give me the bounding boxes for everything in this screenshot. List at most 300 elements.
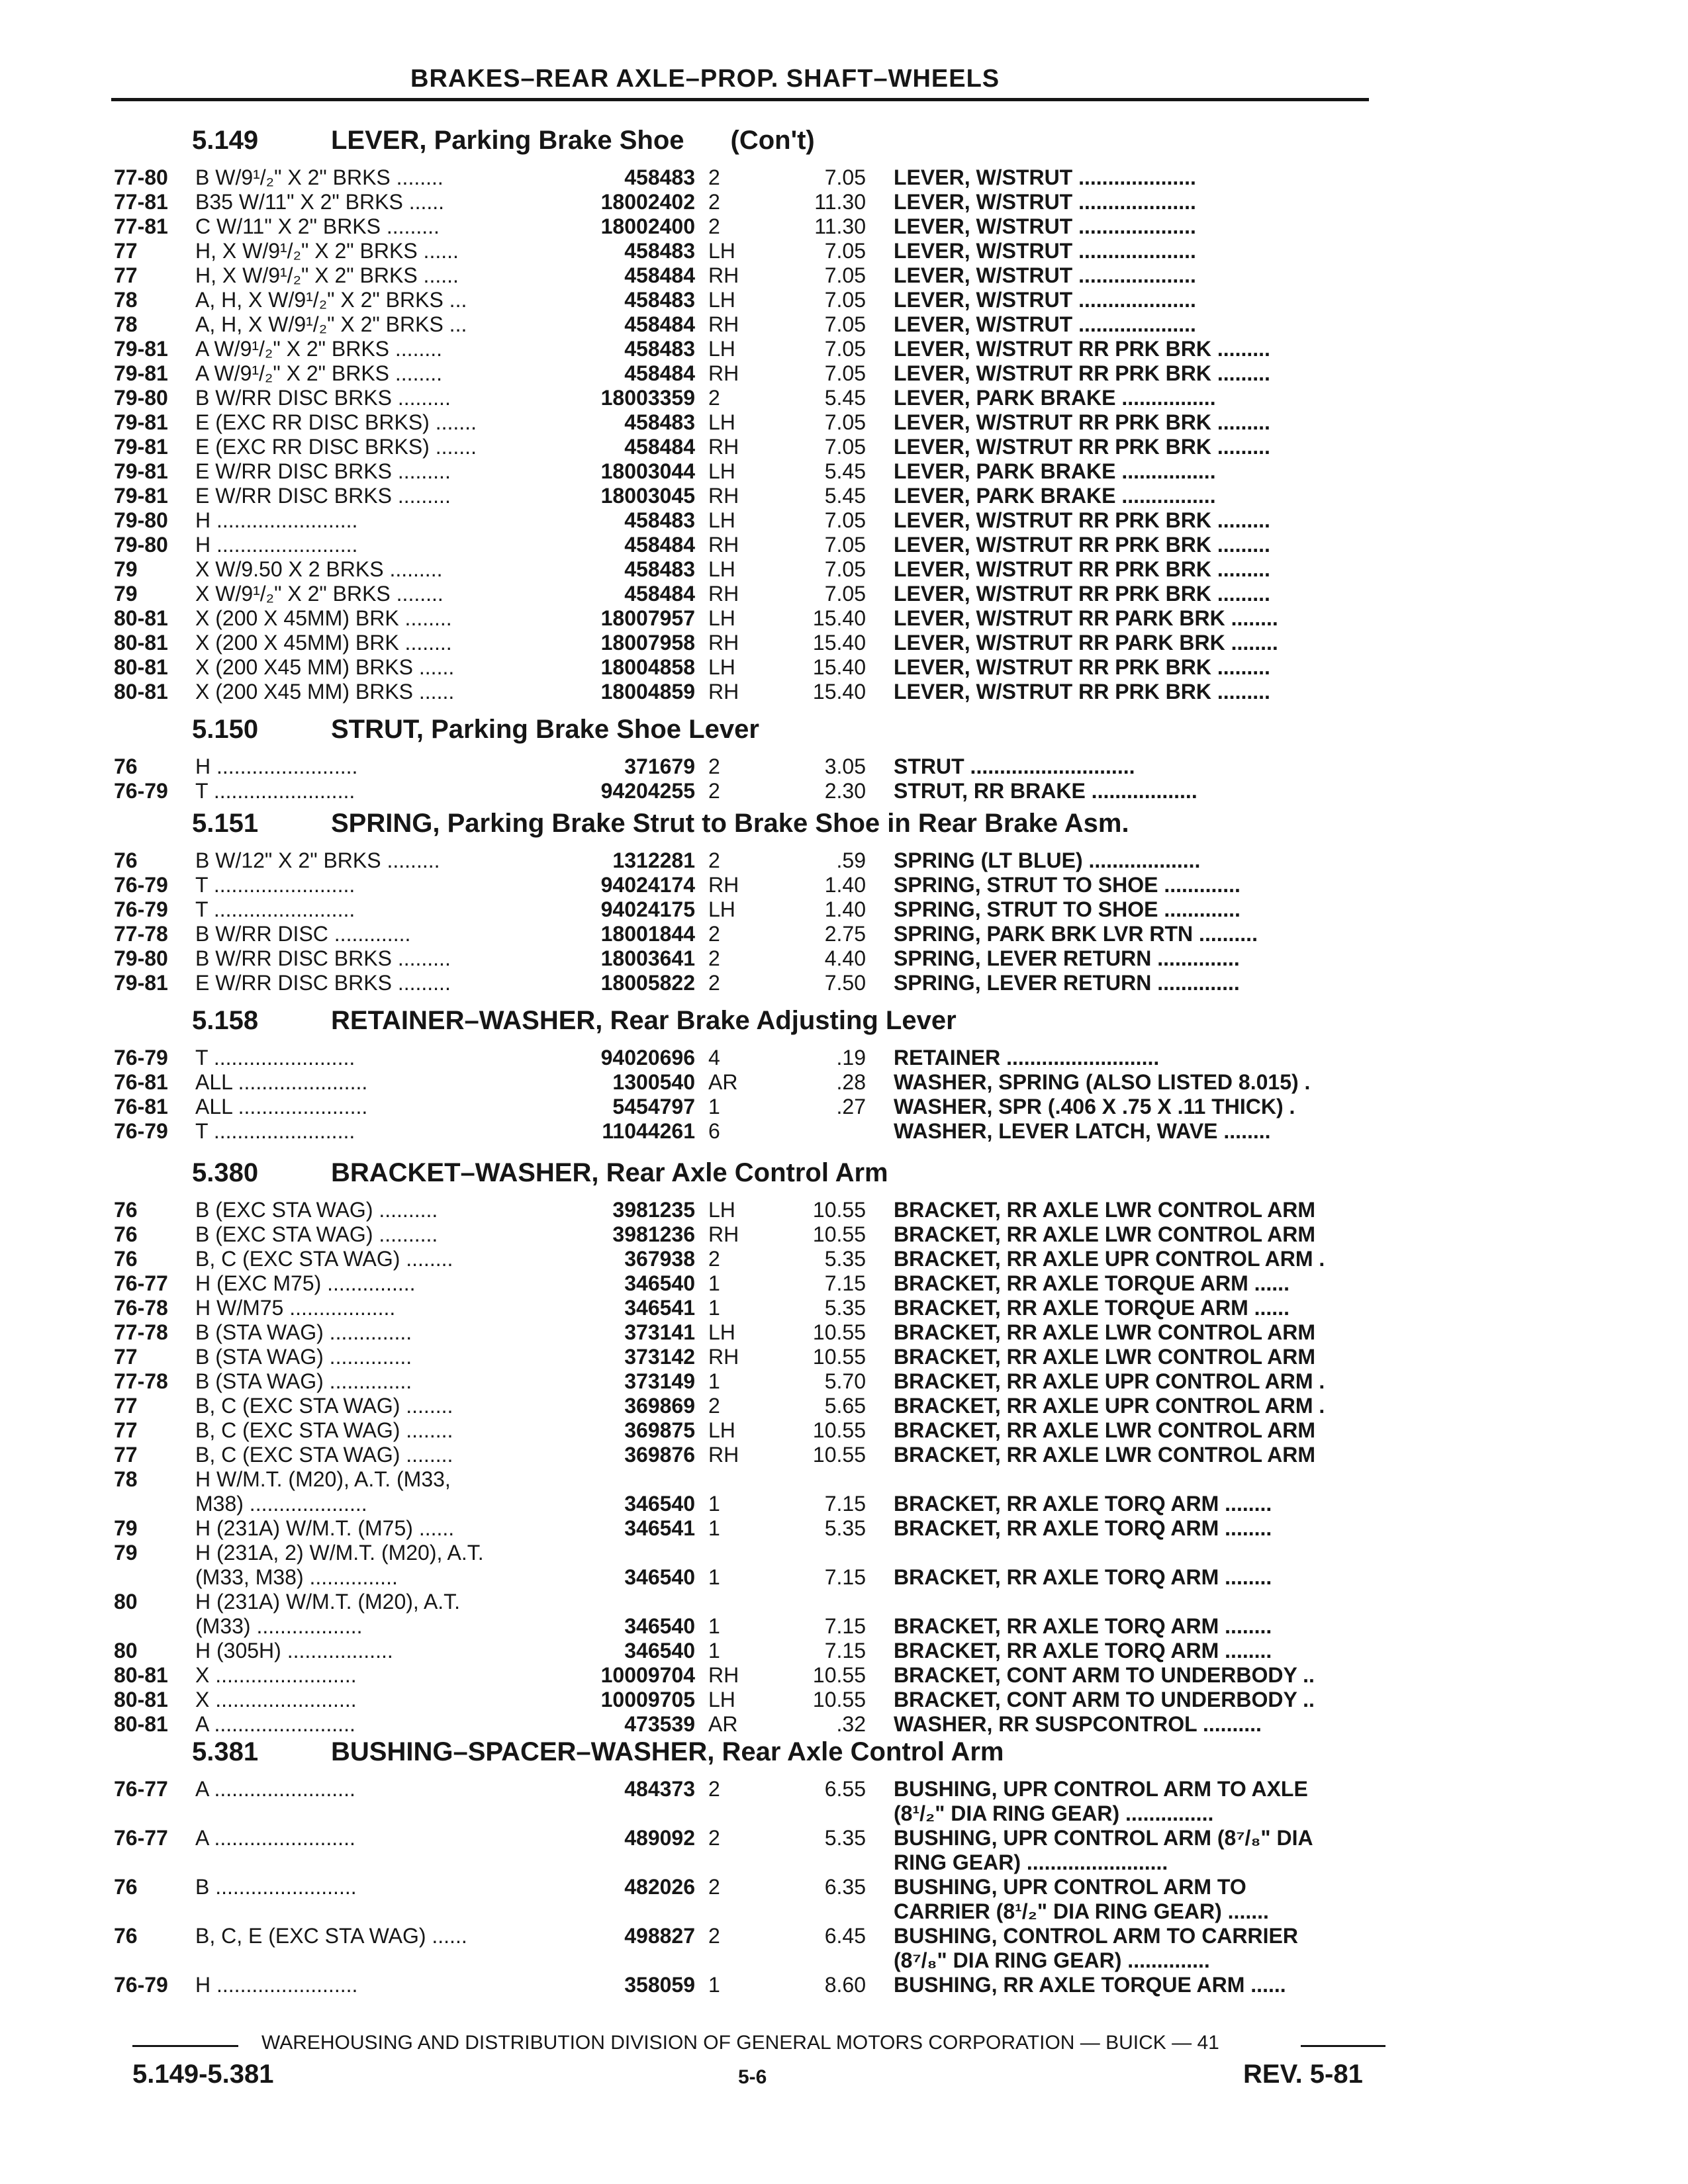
description: LEVER, PARK BRAKE ................ [894, 484, 1216, 508]
part-number: 458483 [624, 165, 695, 189]
table-row [0, 1516, 1688, 1541]
price: 7.05 [824, 165, 866, 189]
description: LEVER, W/STRUT RR PRK BRK ......... [894, 533, 1270, 557]
quantity: 2 [708, 386, 720, 410]
part-number: 346540 [624, 1271, 695, 1295]
year-range: 78 [114, 312, 138, 336]
table-row [0, 1688, 1688, 1712]
year-range: 76-79 [114, 779, 168, 803]
application: X (200 X45 MM) BRKS ...... [195, 655, 455, 679]
description: BRACKET, RR AXLE TORQ ARM ........ [894, 1565, 1272, 1589]
part-number: 373141 [624, 1320, 695, 1344]
description: WASHER, RR SUSPCONTROL .......... [894, 1712, 1262, 1736]
price: 15.40 [812, 631, 866, 655]
application: X ........................ [195, 1663, 357, 1687]
quantity: 1 [708, 1296, 720, 1320]
table-row [0, 631, 1688, 655]
application: A W/9¹/₂" X 2" BRKS ........ [195, 337, 443, 361]
price: 1.40 [824, 897, 866, 921]
application: H W/M75 .................. [195, 1296, 396, 1320]
price: 15.40 [812, 680, 866, 704]
part-number: 346540 [624, 1565, 695, 1589]
description: LEVER, W/STRUT .................... [894, 190, 1196, 214]
part-number: 18005822 [600, 971, 695, 995]
price: 5.45 [824, 386, 866, 410]
price: 10.55 [812, 1320, 866, 1344]
quantity: 2 [708, 848, 720, 872]
part-number: 458484 [624, 263, 695, 287]
part-number: 458483 [624, 337, 695, 361]
description: LEVER, W/STRUT RR PARK BRK ........ [894, 631, 1278, 655]
price: 7.05 [824, 361, 866, 385]
year-range: 80-81 [114, 631, 168, 655]
table-row [0, 1443, 1688, 1467]
quantity: RH [708, 361, 739, 385]
application: B, C (EXC STA WAG) ........ [195, 1418, 453, 1442]
table-row [0, 655, 1688, 680]
table-row [0, 1565, 1688, 1590]
quantity: RH [708, 582, 739, 606]
application: H (231A) W/M.T. (M20), A.T. [195, 1590, 461, 1614]
quantity: RH [708, 1663, 739, 1687]
quantity: 1 [708, 1369, 720, 1393]
part-number: 373142 [624, 1345, 695, 1369]
application: B, C (EXC STA WAG) ........ [195, 1394, 453, 1418]
price: 7.05 [824, 263, 866, 287]
year-range: 76-79 [114, 873, 168, 897]
description: LEVER, W/STRUT .................... [894, 165, 1196, 189]
price: 7.05 [824, 239, 866, 263]
part-number: 11044261 [602, 1119, 695, 1143]
section-title: BUSHING–SPACER–WASHER, Rear Axle Control Arm [331, 1737, 1004, 1766]
description: SPRING, STRUT TO SHOE ............. [894, 897, 1241, 921]
year-range: 78 [114, 1467, 138, 1491]
table-row [0, 848, 1688, 873]
year-range: 76 [114, 1875, 138, 1899]
table-row [0, 435, 1688, 459]
description: LEVER, PARK BRAKE ................ [894, 386, 1216, 410]
quantity: 2 [708, 1826, 720, 1850]
description: LEVER, W/STRUT RR PRK BRK ......... [894, 582, 1270, 606]
quantity: 1 [708, 1271, 720, 1295]
application: B W/12" X 2" BRKS ......... [195, 848, 440, 872]
description: BRACKET, RR AXLE TORQ ARM ........ [894, 1639, 1272, 1662]
price: 7.05 [824, 508, 866, 532]
price: .27 [836, 1095, 866, 1118]
table-row [0, 533, 1688, 557]
table-row [0, 1777, 1688, 1801]
application: (M33, M38) ............... [195, 1565, 398, 1589]
application: H (305H) .................. [195, 1639, 393, 1662]
part-number: 346540 [624, 1492, 695, 1516]
table-row [0, 754, 1688, 779]
table-row [0, 779, 1688, 803]
year-range: 76 [114, 754, 138, 778]
part-number: 498827 [624, 1924, 695, 1948]
quantity: LH [708, 1418, 735, 1442]
description: WASHER, LEVER LATCH, WAVE ........ [894, 1119, 1271, 1143]
table-row [0, 1924, 1688, 1948]
table-row [0, 582, 1688, 606]
description: BRACKET, RR AXLE TORQUE ARM ...... [894, 1296, 1289, 1320]
part-number: 18007958 [600, 631, 695, 655]
year-range: 79-81 [114, 410, 168, 434]
section-continued: (Con't) [730, 126, 815, 155]
footer-revision: REV. 5-81 [1243, 2060, 1363, 2089]
part-number: 18003044 [600, 459, 695, 483]
application: H ........................ [195, 754, 358, 778]
part-number: 482026 [624, 1875, 695, 1899]
section-title: RETAINER–WASHER, Rear Brake Adjusting Lever [331, 1006, 957, 1035]
price: 10.55 [812, 1198, 866, 1222]
quantity: 1 [708, 1516, 720, 1540]
description: (8⁷/₈" DIA RING GEAR) .............. [894, 1948, 1210, 1972]
price: .19 [836, 1046, 866, 1069]
price: 2.30 [824, 779, 866, 803]
price: 10.55 [812, 1663, 866, 1687]
description: BRACKET, RR AXLE LWR CONTROL ARM [894, 1320, 1316, 1344]
part-number: 18007957 [600, 606, 695, 630]
part-number: 346541 [624, 1296, 695, 1320]
description: STRUT ............................ [894, 754, 1135, 778]
year-range: 76 [114, 1247, 138, 1271]
description: LEVER, W/STRUT .................... [894, 288, 1196, 312]
price: 3.05 [824, 754, 866, 778]
table-row [0, 1296, 1688, 1320]
year-range: 76-81 [114, 1070, 168, 1094]
price: 7.05 [824, 582, 866, 606]
table-row [0, 922, 1688, 946]
application: T ........................ [195, 1046, 355, 1069]
quantity: 1 [708, 1639, 720, 1662]
part-number: 489092 [624, 1826, 695, 1850]
description: RING GEAR) ........................ [894, 1850, 1168, 1874]
table-row [0, 1222, 1688, 1247]
part-number: 1312281 [612, 848, 695, 872]
section-number: 5.149 [192, 126, 259, 155]
year-range: 79-81 [114, 484, 168, 508]
section-number: 5.151 [192, 809, 259, 838]
application: E W/RR DISC BRKS ......... [195, 459, 451, 483]
application: ALL ...................... [195, 1095, 368, 1118]
year-range: 76-77 [114, 1826, 168, 1850]
part-number: 369876 [624, 1443, 695, 1467]
application: X (200 X 45MM) BRK ........ [195, 631, 452, 655]
description: LEVER, W/STRUT RR PRK BRK ......... [894, 435, 1270, 459]
table-row [0, 1541, 1688, 1565]
year-range: 79-80 [114, 508, 168, 532]
part-number: 367938 [624, 1247, 695, 1271]
table-row [0, 1119, 1688, 1144]
quantity: 2 [708, 1777, 720, 1801]
price: 10.55 [812, 1443, 866, 1467]
part-number: 94024175 [600, 897, 695, 921]
year-range: 79 [114, 557, 138, 581]
application: H ........................ [195, 1973, 358, 1997]
table-row [0, 1639, 1688, 1663]
footer-division: WAREHOUSING AND DISTRIBUTION DIVISION OF GENERAL MOTORS CORPORATION — BUICK — 41 [261, 2032, 1219, 2054]
price: 7.05 [824, 337, 866, 361]
application: H ........................ [195, 533, 358, 557]
description: LEVER, W/STRUT RR PRK BRK ......... [894, 337, 1270, 361]
price: 7.15 [824, 1492, 866, 1516]
year-range: 80 [114, 1590, 138, 1614]
part-number: 3981236 [612, 1222, 695, 1246]
description: BUSHING, CONTROL ARM TO CARRIER [894, 1924, 1298, 1948]
year-range: 79-81 [114, 971, 168, 995]
part-number: 373149 [624, 1369, 695, 1393]
description: WASHER, SPR (.406 X .75 X .11 THICK) . [894, 1095, 1295, 1118]
year-range: 76-81 [114, 1095, 168, 1118]
part-number: 346541 [624, 1516, 695, 1540]
table-row [0, 1492, 1688, 1516]
year-range: 76 [114, 1198, 138, 1222]
description: SPRING, LEVER RETURN .............. [894, 971, 1240, 995]
table-row [0, 971, 1688, 995]
table-row [0, 1394, 1688, 1418]
part-number: 458483 [624, 410, 695, 434]
application: E W/RR DISC BRKS ......... [195, 484, 451, 508]
quantity: RH [708, 631, 739, 655]
table-row [0, 557, 1688, 582]
part-number: 458484 [624, 582, 695, 606]
description: BRACKET, RR AXLE TORQUE ARM ...... [894, 1271, 1289, 1295]
application: X W/9¹/₂" X 2" BRKS ........ [195, 582, 444, 606]
description: SPRING, LEVER RETURN .............. [894, 946, 1240, 970]
table-row [0, 1614, 1688, 1639]
section-number: 5.380 [192, 1158, 259, 1187]
price: 5.70 [824, 1369, 866, 1393]
year-range: 76 [114, 848, 138, 872]
description: BUSHING, UPR CONTROL ARM TO AXLE [894, 1777, 1308, 1801]
table-row [0, 1046, 1688, 1070]
section-heading [192, 715, 759, 745]
description: BRACKET, RR AXLE UPR CONTROL ARM . [894, 1369, 1325, 1393]
part-number: 18001844 [600, 922, 695, 946]
part-number: 369869 [624, 1394, 695, 1418]
footer-page-number: 5-6 [738, 2066, 767, 2088]
part-number: 94024174 [600, 873, 695, 897]
section-number: 5.381 [192, 1737, 259, 1766]
application: T ........................ [195, 1119, 355, 1143]
description: LEVER, W/STRUT RR PARK BRK ........ [894, 606, 1278, 630]
quantity: 2 [708, 1875, 720, 1899]
price: 7.15 [824, 1639, 866, 1662]
year-range: 76 [114, 1222, 138, 1246]
description: RETAINER .......................... [894, 1046, 1160, 1069]
table-row [0, 239, 1688, 263]
application: H W/M.T. (M20), A.T. (M33, [195, 1467, 451, 1491]
price: 2.75 [824, 922, 866, 946]
quantity: LH [708, 459, 735, 483]
application: B, C (EXC STA WAG) ........ [195, 1443, 453, 1467]
table-row [0, 508, 1688, 533]
footer-rule-right [1301, 2045, 1385, 2047]
year-range: 78 [114, 288, 138, 312]
price: 7.05 [824, 312, 866, 336]
part-number: 18003359 [600, 386, 695, 410]
application: H, X W/9¹/₂" X 2" BRKS ...... [195, 263, 459, 287]
year-range: 80-81 [114, 655, 168, 679]
application: H (231A) W/M.T. (M75) ...... [195, 1516, 455, 1540]
year-range: 76-79 [114, 1973, 168, 1997]
table-row [0, 1320, 1688, 1345]
description: BRACKET, CONT ARM TO UNDERBODY .. [894, 1688, 1315, 1711]
quantity: LH [708, 508, 735, 532]
application: B W/RR DISC BRKS ......... [195, 946, 451, 970]
price: 7.05 [824, 557, 866, 581]
description: BRACKET, RR AXLE UPR CONTROL ARM . [894, 1247, 1325, 1271]
application: X (200 X 45MM) BRK ........ [195, 606, 452, 630]
price: 5.35 [824, 1516, 866, 1540]
price: 7.05 [824, 410, 866, 434]
description: LEVER, W/STRUT .................... [894, 214, 1196, 238]
table-row [0, 1095, 1688, 1119]
quantity: LH [708, 606, 735, 630]
price: .32 [836, 1712, 866, 1736]
year-range: 76-77 [114, 1271, 168, 1295]
footer-rule-left [132, 2045, 238, 2047]
price: 7.15 [824, 1614, 866, 1638]
quantity: 1 [708, 1973, 720, 1997]
price: 15.40 [812, 655, 866, 679]
description: LEVER, W/STRUT RR PRK BRK ......... [894, 410, 1270, 434]
table-row [0, 680, 1688, 704]
part-number: 346540 [624, 1639, 695, 1662]
table-row [0, 1590, 1688, 1614]
application: ALL ...................... [195, 1070, 368, 1094]
part-number: 10009705 [600, 1688, 695, 1711]
quantity: 2 [708, 1247, 720, 1271]
application: E (EXC RR DISC BRKS) ....... [195, 435, 477, 459]
application: B35 W/11" X 2" BRKS ...... [195, 190, 445, 214]
year-range: 76 [114, 1924, 138, 1948]
price: 7.15 [824, 1565, 866, 1589]
year-range: 80-81 [114, 1688, 168, 1711]
section-title: STRUT, Parking Brake Shoe Lever [331, 715, 759, 744]
part-number: 458484 [624, 361, 695, 385]
price: 5.35 [824, 1296, 866, 1320]
section-heading [192, 1006, 957, 1036]
quantity: 2 [708, 922, 720, 946]
price: 6.45 [824, 1924, 866, 1948]
table-row [0, 1467, 1688, 1492]
application: B, C (EXC STA WAG) ........ [195, 1247, 453, 1271]
application: A ........................ [195, 1777, 355, 1801]
section-heading [192, 809, 1129, 839]
quantity: 2 [708, 1924, 720, 1948]
application: B W/RR DISC BRKS ......... [195, 386, 451, 410]
price: 6.55 [824, 1777, 866, 1801]
table-row [0, 1247, 1688, 1271]
price: 11.30 [814, 190, 866, 214]
part-number: 458484 [624, 435, 695, 459]
quantity: LH [708, 239, 735, 263]
application: H, X W/9¹/₂" X 2" BRKS ...... [195, 239, 459, 263]
price: 10.55 [812, 1222, 866, 1246]
part-number: 94204255 [600, 779, 695, 803]
quantity: 1 [708, 1565, 720, 1589]
price: 7.15 [824, 1271, 866, 1295]
quantity: LH [708, 410, 735, 434]
quantity: RH [708, 1345, 739, 1369]
application: X ........................ [195, 1688, 357, 1711]
price: 5.35 [824, 1247, 866, 1271]
description: LEVER, PARK BRAKE ................ [894, 459, 1216, 483]
table-row [0, 1418, 1688, 1443]
section-heading [192, 126, 815, 156]
quantity: 1 [708, 1492, 720, 1516]
section-number: 5.158 [192, 1006, 259, 1035]
year-range: 79-80 [114, 946, 168, 970]
price: 4.40 [824, 946, 866, 970]
quantity: LH [708, 337, 735, 361]
description: BRACKET, RR AXLE UPR CONTROL ARM . [894, 1394, 1325, 1418]
part-number: 18003641 [600, 946, 695, 970]
description: LEVER, W/STRUT RR PRK BRK ......... [894, 361, 1270, 385]
price: .28 [836, 1070, 866, 1094]
table-row [0, 288, 1688, 312]
section-number: 5.150 [192, 715, 259, 744]
description: BRACKET, RR AXLE TORQ ARM ........ [894, 1516, 1272, 1540]
description: STRUT, RR BRAKE .................. [894, 779, 1197, 803]
part-number: 10009704 [600, 1663, 695, 1687]
description: BUSHING, UPR CONTROL ARM TO [894, 1875, 1246, 1899]
quantity: RH [708, 484, 739, 508]
quantity: RH [708, 1443, 739, 1467]
quantity: 1 [708, 1095, 720, 1118]
description: BRACKET, RR AXLE LWR CONTROL ARM [894, 1418, 1316, 1442]
part-number: 473539 [624, 1712, 695, 1736]
application: M38) .................... [195, 1492, 367, 1516]
description: LEVER, W/STRUT RR PRK BRK ......... [894, 557, 1270, 581]
part-number: 371679 [624, 754, 695, 778]
year-range: 77-78 [114, 922, 168, 946]
year-range: 76-79 [114, 897, 168, 921]
table-row [0, 1948, 1688, 1973]
quantity: AR [708, 1070, 738, 1094]
application: T ........................ [195, 873, 355, 897]
quantity: 2 [708, 190, 720, 214]
quantity: 4 [708, 1046, 720, 1069]
price: 6.35 [824, 1875, 866, 1899]
table-row [0, 1801, 1688, 1826]
part-number: 346540 [624, 1614, 695, 1638]
description: WASHER, SPRING (ALSO LISTED 8.015) . [894, 1070, 1311, 1094]
description: BRACKET, RR AXLE LWR CONTROL ARM [894, 1443, 1316, 1467]
year-range: 77 [114, 239, 138, 263]
description: BRACKET, RR AXLE TORQ ARM ........ [894, 1614, 1272, 1638]
quantity: 2 [708, 971, 720, 995]
year-range: 79 [114, 1541, 138, 1565]
year-range: 79-80 [114, 533, 168, 557]
part-number: 484373 [624, 1777, 695, 1801]
application: B (STA WAG) .............. [195, 1345, 412, 1369]
quantity: 2 [708, 754, 720, 778]
description: BRACKET, RR AXLE TORQ ARM ........ [894, 1492, 1272, 1516]
description: BRACKET, RR AXLE LWR CONTROL ARM [894, 1222, 1316, 1246]
application: H ........................ [195, 508, 358, 532]
year-range: 79-81 [114, 361, 168, 385]
price: 7.50 [824, 971, 866, 995]
table-row [0, 386, 1688, 410]
price: 1.40 [824, 873, 866, 897]
table-row [0, 1198, 1688, 1222]
quantity: RH [708, 435, 739, 459]
year-range: 79-80 [114, 386, 168, 410]
application: B (STA WAG) .............. [195, 1320, 412, 1344]
application: A ........................ [195, 1712, 355, 1736]
